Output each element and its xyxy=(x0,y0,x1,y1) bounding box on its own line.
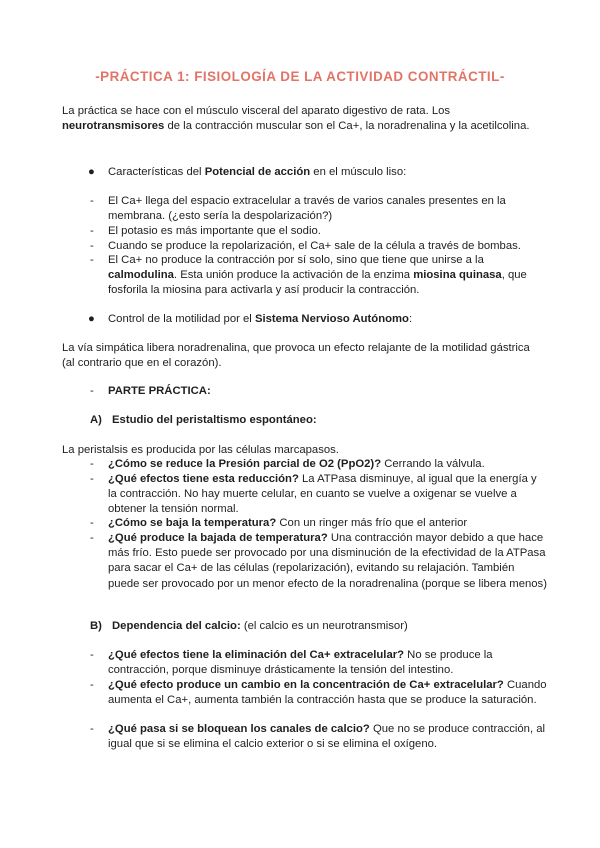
dash-mark: - xyxy=(90,723,94,735)
dash-mark: - xyxy=(90,458,94,470)
heading-text: PARTE PRÁCTICA: xyxy=(108,385,211,397)
bullet-dot-icon: ● xyxy=(88,166,95,178)
dash-mark: - xyxy=(90,649,94,661)
paragraph-peristalsis: La peristalsis es producida por las células marcapasos. xyxy=(62,444,339,456)
intro-paragraph xyxy=(62,104,542,134)
dash-mark: - xyxy=(90,679,94,691)
question-answer: ¿Qué efectos tiene la eliminación del Ca+ extracelular? No se produce la contracción, porque disminuye drásticamente la tensión del intestino. xyxy=(108,649,493,677)
section-title: Dependencia del calcio: (el calcio es un neurotransmisor) xyxy=(112,620,408,632)
paragraph-via-simpatica: La vía simpática libera noradrenalina, que provoca un efecto relajante de la motilidad gástrica (al contrario que en el corazón). xyxy=(62,342,530,370)
dash-mark: - xyxy=(90,254,94,266)
dash-mark: - xyxy=(90,225,94,237)
section-marker: A) xyxy=(90,414,102,426)
intro-text: La práctica se hace con el músculo visceral del aparato digestivo de rata. Los xyxy=(62,105,451,117)
dash-mark: - xyxy=(90,240,94,252)
dash-mark: - xyxy=(90,517,94,529)
question-answer: ¿Qué pasa si se bloquean los canales de calcio? Que no se produce contracción, al igual que si se elimina el calcio exterior o si se elimina el oxígeno. xyxy=(108,723,546,751)
section-title: Estudio del peristaltismo espontáneo: xyxy=(112,414,317,426)
page-title: -PRÁCTICA 1: FISIOLOGÍA DE LA ACTIVIDAD CONTRÁCTIL- xyxy=(95,69,505,84)
bullet-text: Características del Potencial de acción en el músculo liso: xyxy=(108,166,407,178)
dash-mark: - xyxy=(90,532,94,544)
question-answer: ¿Cómo se baja la temperatura? Con un ringer más frío que el anterior xyxy=(108,517,468,529)
list-item-text: El potasio es más importante que el sodio. xyxy=(108,225,321,237)
section-marker: B) xyxy=(90,620,102,632)
dash-mark: - xyxy=(90,385,94,397)
list-item-text: El Ca+ llega del espacio extracelular a través de varios canales presentes en la membrana. (¿esto sería la despolarización?) xyxy=(108,195,506,223)
question-answer: ¿Qué efecto produce un cambio en la concentración de Ca+ extracelular? Cuando aumenta el Ca+, aumenta también la contracción hasta que se produce la saturación. xyxy=(108,679,547,707)
dash-mark: - xyxy=(90,473,94,485)
question-answer: ¿Qué efectos tiene esta reducción? La ATPasa disminuye, al igual que la energía y la contracción. No hay muerte celular, en cuanto se vuelve a oxigenar se vuelve a obtener la tensión normal. xyxy=(108,473,537,516)
question-answer: ¿Qué produce la bajada de temperatura? Una contracción mayor debido a que hace más frío. Esto puede ser provocado por una disminución de la efectividad de la ATPasa para sacar el Ca+ de las células (repolarización), evitando su relajación. También puede ser provocado por un menor efecto de la noradrenalina (porque se libera menos) xyxy=(108,532,547,590)
intro-text-end: de la contracción muscular son el Ca+, la noradrenalina y la acetilcolina. xyxy=(164,120,530,133)
bullet-dot-icon: ● xyxy=(88,313,95,325)
bullet-text: Control de la motilidad por el Sistema Nervioso Autónomo: xyxy=(108,313,413,325)
dash-mark: - xyxy=(90,195,94,207)
list-item-text: Cuando se produce la repolarización, el Ca+ sale de la célula a través de bombas. xyxy=(108,240,521,252)
list-item-text: El Ca+ no produce la contracción por sí solo, sino que tiene que unirse a la calmodulina. Esta unión produce la activación de la enzima miosina quinasa, que fosforila la miosina para activarla y así producir la contracción. xyxy=(108,254,527,297)
question-answer: ¿Cómo se reduce la Presión parcial de O2 (PpO2)? Cerrando la válvula. xyxy=(108,458,485,470)
intro-bold: neurotransmisores xyxy=(62,120,165,133)
